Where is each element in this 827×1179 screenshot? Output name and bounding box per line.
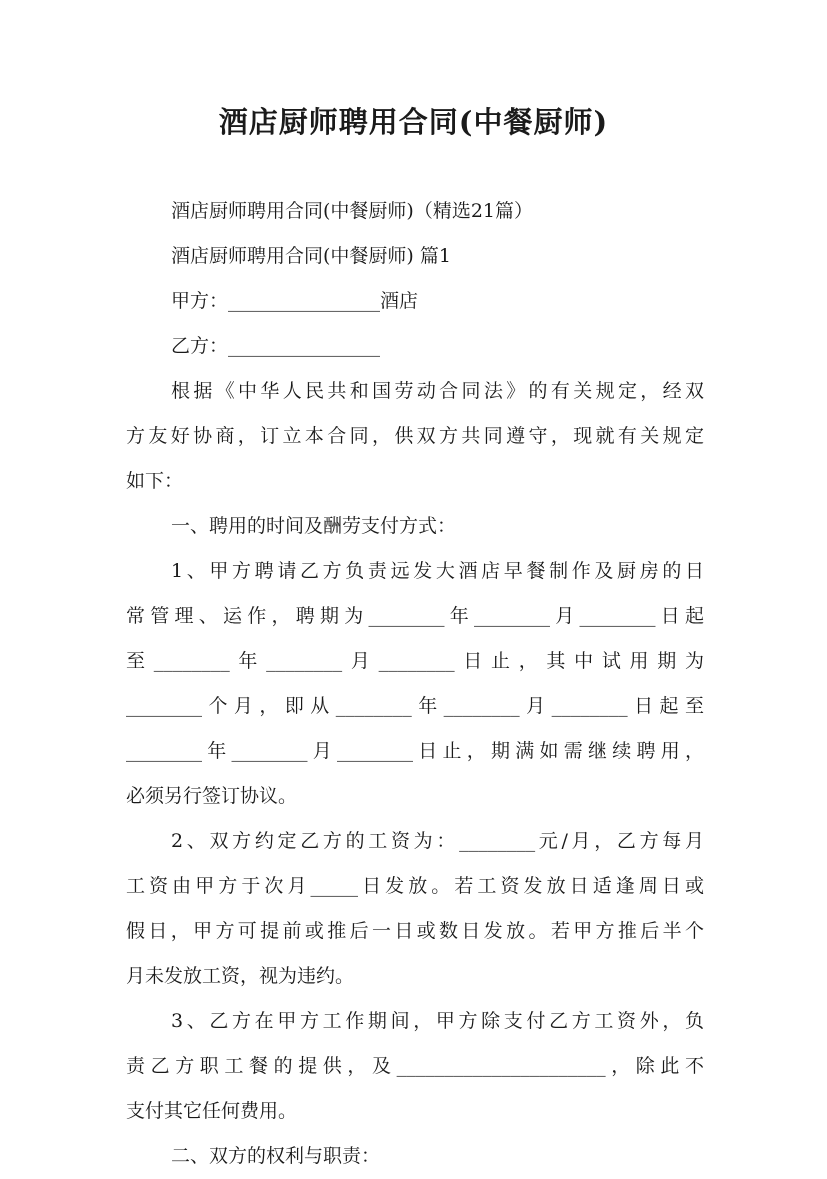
paragraph-line: ________个月，即从________年________月________日起至 [126,695,704,717]
paragraph-line: ________年________月________日止，期满如需继续聘用， [126,740,704,762]
paragraph-line: 支付其它任何费用。 [126,1100,298,1122]
section-heading: 二、双方的权利与职责： [171,1145,381,1167]
paragraph-line: 1、甲方聘请乙方负责远发大酒店早餐制作及厨房的日 [171,560,704,582]
paragraph-line: 常管理、运作，聘期为________年________月________日起 [126,605,704,627]
collection-heading: 酒店厨师聘用合同(中餐厨师)（精选21篇） [171,200,534,222]
paragraph-line: 3、乙方在甲方工作期间，甲方除支付乙方工资外，负 [171,1010,704,1032]
article-heading: 酒店厨师聘用合同(中餐厨师) 篇1 [171,245,451,267]
document-body [126,189,704,1179]
paragraph-line: 必须另行签订协议。 [126,785,298,807]
document-title: 酒店厨师聘用合同(中餐厨师) [218,105,609,139]
paragraph-line: 如下： [126,470,184,492]
paragraph-line: 工资由甲方于次月_____日发放。若工资发放日适逢周日或 [126,875,704,897]
paragraph-line: 月未发放工资，视为违约。 [126,965,355,987]
paragraph-line: 2、双方约定乙方的工资为：________元/月，乙方每月 [171,830,704,852]
paragraph-line: 根据《中华人民共和国劳动合同法》的有关规定，经双 [171,380,704,402]
party-a-line: 甲方：________________酒店 [171,290,419,312]
paragraph-line: 方友好协商，订立本合同，供双方共同遵守，现就有关规定 [126,425,704,447]
section-heading: 一、聘用的时间及酬劳支付方式： [171,515,457,537]
paragraph-line: 责乙方职工餐的提供，及______________________，除此不 [126,1055,704,1077]
paragraph-line: 至________年________月________日止，其中试用期为 [126,650,704,672]
party-b-line: 乙方：________________ [171,335,381,357]
paragraph-line: 假日，甲方可提前或推后一日或数日发放。若甲方推后半个 [126,920,704,942]
